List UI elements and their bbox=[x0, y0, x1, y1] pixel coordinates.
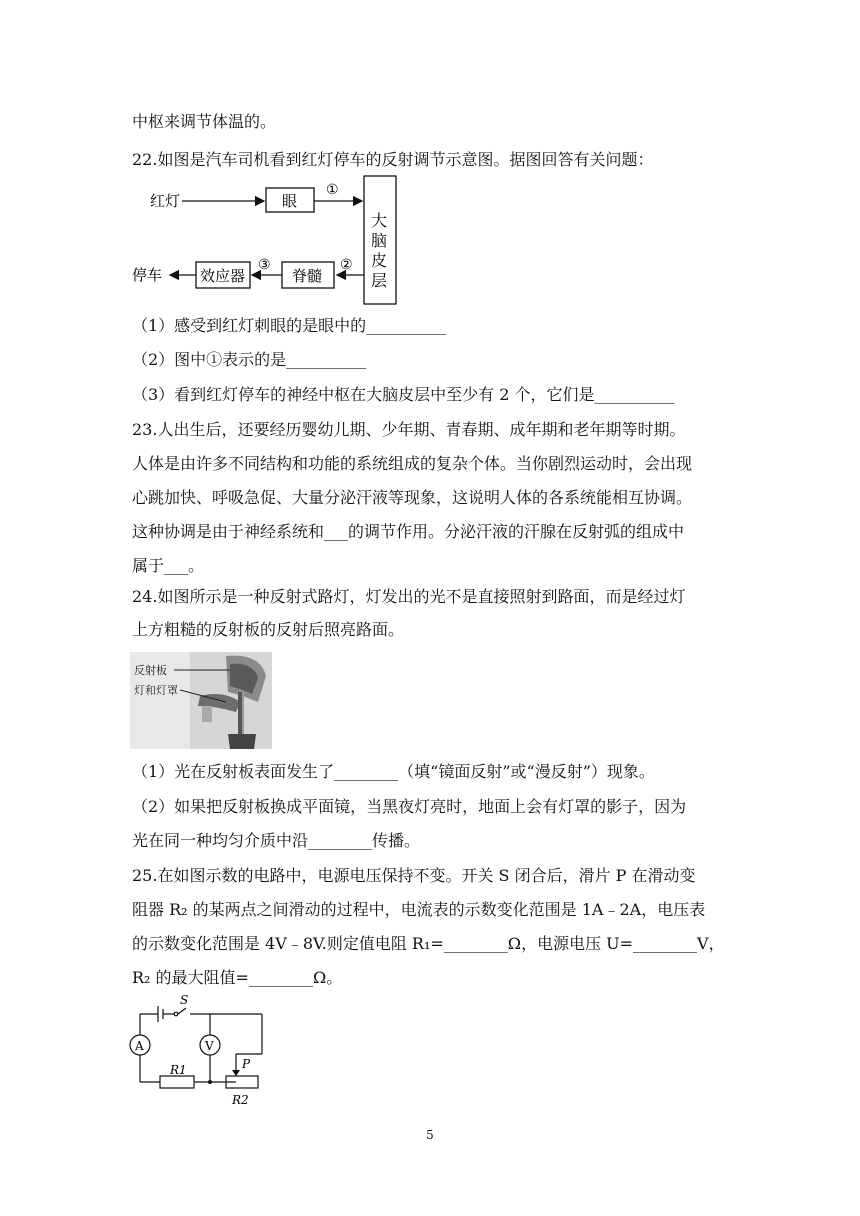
cortex-char-1: 大 bbox=[371, 211, 388, 230]
question-23-line-4: 这种协调是由于神经系统和___的调节作用。分泌汗液的汗腺在反射弧的组成中 bbox=[132, 522, 685, 541]
reflector-label: 反射板 bbox=[134, 664, 167, 677]
question-24-line-2: 上方粗糙的反射板的反射后照亮路面。 bbox=[132, 620, 405, 639]
reflective-street-lamp-figure bbox=[130, 652, 272, 749]
eye-label: 眼 bbox=[282, 192, 298, 210]
resistor-r1 bbox=[160, 1076, 194, 1088]
question-22-part-1: （1）感受到红灯刺眼的是眼中的__________ bbox=[132, 316, 447, 335]
question-25-line-3: 的示数变化范围是 4V﹣8V.则定值电阻 R₁=________Ω，电源电压 U=________V， bbox=[132, 934, 725, 953]
path-mark-1: ① bbox=[326, 182, 339, 198]
question-23-line-5: 属于___。 bbox=[132, 556, 205, 575]
question-25-line-4: R₂ 的最大阻值=________Ω。 bbox=[132, 968, 343, 987]
stop-label: 停车 bbox=[132, 266, 163, 284]
cortex-char-2: 脑 bbox=[371, 231, 388, 250]
question-24-part-2-line-2: 光在同一种均匀介质中沿________传播。 bbox=[132, 831, 421, 850]
circuit-diagram bbox=[128, 994, 268, 1106]
spinal-cord-label: 脊髓 bbox=[292, 267, 323, 285]
question-22: 22.如图是汽车司机看到红灯停车的反射调节示意图。据图回答有关问题： bbox=[132, 150, 654, 169]
question-25-line-2: 阻器 R₂ 的某两点之间滑动的过程中，电流表的示数变化范围是 1A﹣2A，电压表 bbox=[132, 900, 706, 919]
path-mark-2: ② bbox=[340, 257, 353, 273]
cortex-char-4: 层 bbox=[371, 271, 388, 290]
cortex-char-3: 皮 bbox=[371, 251, 388, 270]
page-number: 5 bbox=[426, 1128, 434, 1142]
ammeter-label: A bbox=[135, 1039, 144, 1053]
question-23-line-1: 23.人出生后，还要经历婴幼儿期、少年期、青春期、成年期和老年期等时期。 bbox=[132, 420, 686, 439]
r2-label: R2 bbox=[232, 1093, 249, 1106]
reflex-diagram bbox=[128, 170, 418, 312]
switch-lever bbox=[178, 1008, 186, 1014]
question-24-line-1: 24.如图所示是一种反射式路灯，灯发出的光不是直接照射到路面，而是经过灯 bbox=[132, 587, 686, 606]
switch-contact bbox=[174, 1012, 178, 1016]
red-light-label: 红灯 bbox=[150, 192, 181, 210]
text-line: 中枢来调节体温的。 bbox=[132, 112, 277, 131]
slider-label: P bbox=[242, 1057, 251, 1071]
question-23-line-3: 心跳加快、呼吸急促、大量分泌汗液等现象，这说明人体的各系统能相互协调。 bbox=[132, 488, 693, 507]
question-24-part-1: （1）光在反射板表面发生了________（填“镜面反射”或“漫反射”）现象。 bbox=[132, 762, 655, 781]
switch-label: S bbox=[180, 994, 189, 1007]
lamp-shade-label: 灯和灯罩 bbox=[134, 684, 178, 697]
effector-label: 效应器 bbox=[200, 267, 246, 285]
question-22-part-3: （3）看到红灯停车的神经中枢在大脑皮层中至少有 2 个，它们是__________ bbox=[132, 385, 675, 404]
r1-label: R1 bbox=[170, 1063, 187, 1077]
question-25-line-1: 25.在如图示数的电路中，电源电压保持不变。开关 S 闭合后，滑片 P 在滑动变 bbox=[132, 866, 696, 885]
voltmeter-label: V bbox=[205, 1039, 214, 1053]
question-23-line-2: 人体是由许多不同结构和功能的系统组成的复杂个体。当你剧烈运动时，会出现 bbox=[132, 454, 693, 473]
question-24-part-2-line-1: （2）如果把反射板换成平面镜，当黑夜灯亮时，地面上会有灯罩的影子，因为 bbox=[132, 797, 687, 816]
question-22-part-2: （2）图中①表示的是__________ bbox=[132, 350, 367, 369]
path-mark-3: ③ bbox=[258, 257, 271, 273]
